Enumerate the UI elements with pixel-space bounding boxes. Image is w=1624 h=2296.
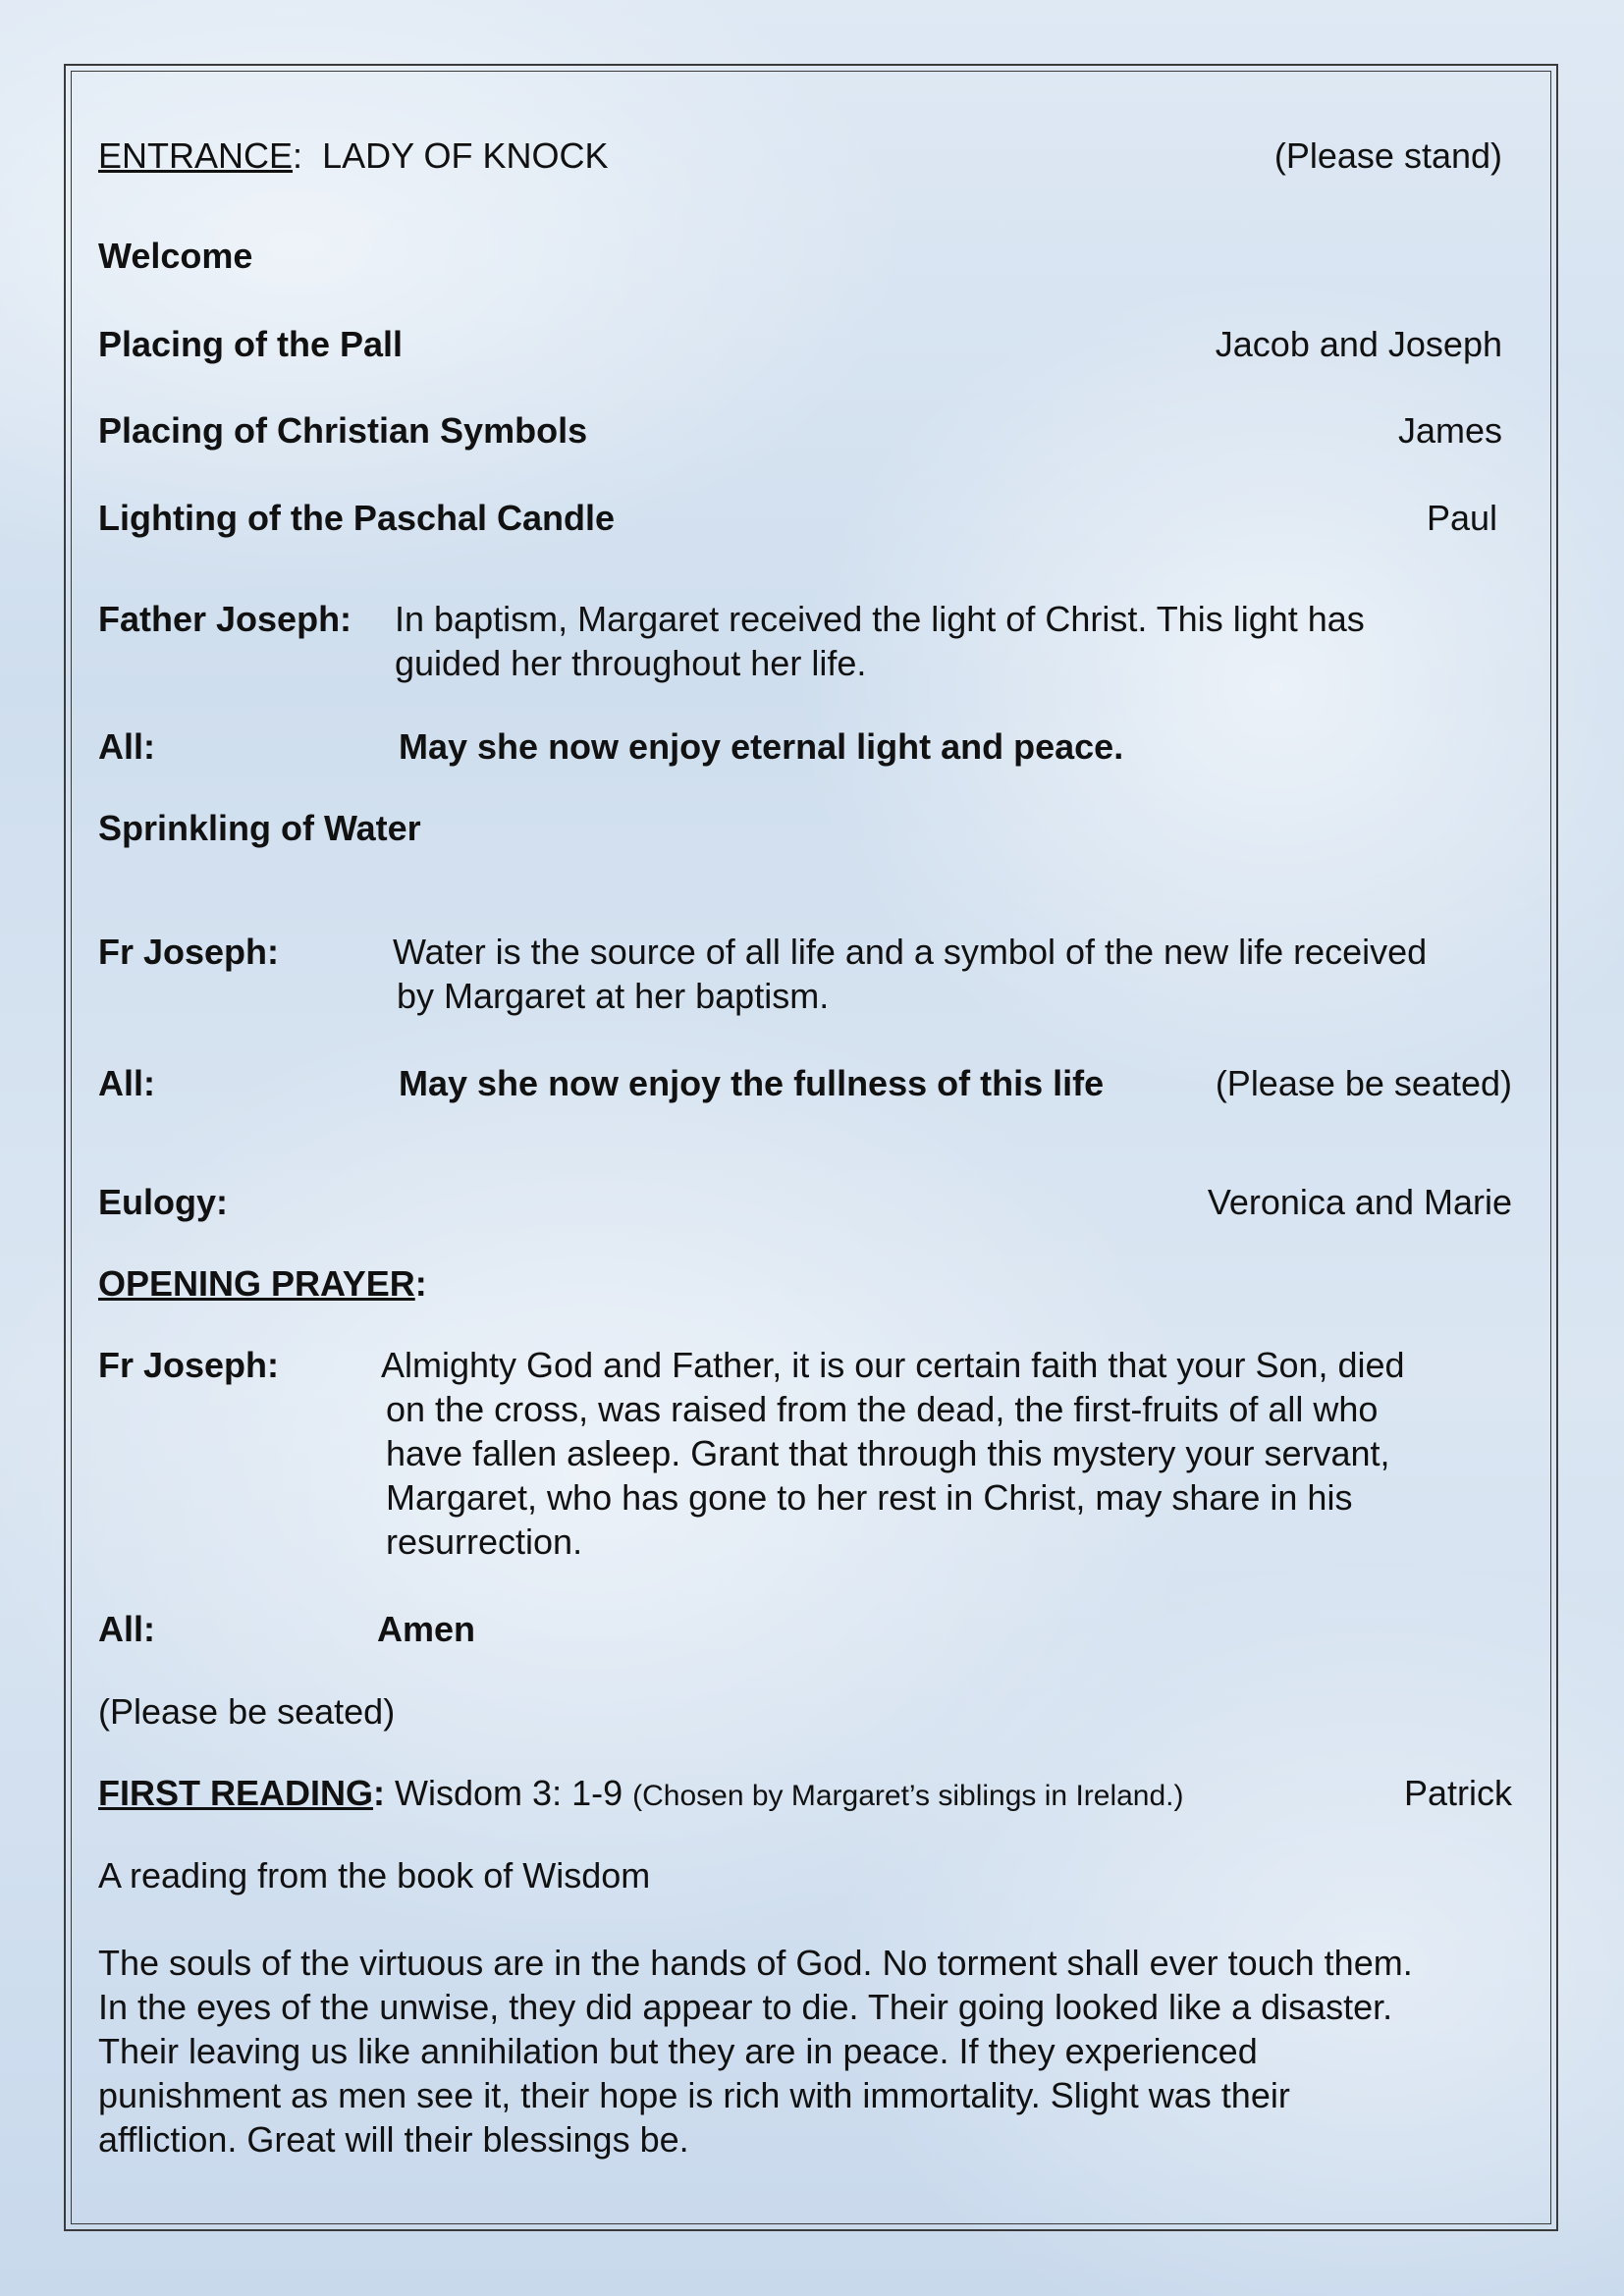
first-reading-heading: FIRST READING [98, 1773, 374, 1813]
reading-line: The souls of the virtuous are in the hands of God. No torment shall ever touch them. [98, 1943, 1413, 1983]
pall-line [98, 322, 1512, 366]
prayer-line: Margaret, who has gone to her rest in Christ, may share in his [386, 1477, 1353, 1518]
page-border [64, 64, 1558, 2231]
all-2 [98, 1061, 1512, 1105]
entrance-heading: ENTRANCE [98, 135, 294, 176]
opening-prayer-colon: : [414, 1263, 427, 1304]
symbols-line [98, 408, 1512, 453]
please-be-seated: (Please be seated) [98, 1691, 396, 1732]
reading-line: Their leaving us like annihilation but they are in peace. If they experienced [98, 2031, 1258, 2071]
prayer-line: Almighty God and Father, it is our certain faith that your Son, died [381, 1345, 1405, 1385]
symbols-by: James [1397, 410, 1502, 451]
all-2-note: (Please be seated) [1215, 1063, 1512, 1103]
candle-label: Lighting of the Paschal Candle [98, 498, 616, 538]
speaker-fr-joseph: Fr Joseph: [98, 1345, 280, 1385]
reading-line: affliction. Great will their blessings be. [98, 2119, 689, 2160]
fr-joseph-2-line2: by Margaret at her baptism. [397, 976, 830, 1016]
eulogy-by: Veronica and Marie [1207, 1182, 1512, 1222]
candle-by: Paul [1426, 498, 1497, 538]
candle-line [98, 496, 1512, 540]
prayer-line: on the cross, was raised from the dead, the first-fruits of all who [386, 1389, 1379, 1429]
first-reading-chosen: (Chosen by Margaret’s siblings in Ireland.) [632, 1780, 1184, 1812]
speaker-fr-joseph: Fr Joseph: [98, 932, 280, 972]
entrance-line [98, 133, 1512, 178]
father-joseph-1-line2: guided her throughout her life. [395, 643, 867, 683]
fr-joseph-2 [98, 930, 1512, 1016]
speaker-father-joseph: Father Joseph: [98, 599, 352, 639]
entrance-hymn: LADY OF KNOCK [322, 135, 609, 176]
father-joseph-1-line1: In baptism, Margaret received the light of Christ. This light has [395, 599, 1365, 639]
first-reading-citation: Wisdom 3: 1-9 [395, 1773, 623, 1813]
reading-line: punishment as men see it, their hope is rich with immortality. Slight was their [98, 2075, 1290, 2115]
first-reading-colon: : [373, 1773, 386, 1813]
all-1 [98, 724, 1512, 769]
fr-joseph-2-line1: Water is the source of all life and a symbol of the new life received [393, 932, 1428, 972]
speaker-all: All: [98, 726, 155, 767]
speaker-all: All: [98, 1609, 155, 1649]
page-border-inner [71, 71, 1551, 2224]
father-joseph-1 [98, 597, 1512, 683]
all-2-response: May she now enjoy the fullness of this life [399, 1063, 1105, 1103]
prayer-line: resurrection. [386, 1522, 583, 1562]
reading-line: In the eyes of the unwise, they did appear to die. Their going looked like a disaster. [98, 1987, 1393, 2027]
first-reading-reader: Patrick [1403, 1773, 1512, 1813]
symbols-label: Placing of Christian Symbols [98, 410, 588, 451]
fr-joseph-3 [98, 1343, 1512, 1562]
entrance-note: (Please stand) [1273, 135, 1502, 176]
reading-intro: A reading from the book of Wisdom [98, 1855, 651, 1896]
pall-label: Placing of the Pall [98, 324, 404, 364]
entrance-colon: : [293, 135, 303, 176]
opening-prayer-heading: OPENING PRAYER [98, 1263, 415, 1304]
first-reading-line [98, 1771, 1512, 1818]
all-1-response: May she now enjoy eternal light and peace. [399, 726, 1124, 767]
all-3-response: Amen [377, 1609, 476, 1649]
pall-by: Jacob and Joseph [1215, 324, 1502, 364]
speaker-all: All: [98, 1063, 155, 1103]
all-3 [98, 1607, 1512, 1651]
opening-prayer-line [98, 1261, 1512, 1306]
eulogy-line [98, 1180, 1512, 1224]
prayer-line: have fallen asleep. Grant that through this mystery your servant, [386, 1433, 1390, 1473]
welcome: Welcome [98, 236, 253, 276]
sprinkling-heading: Sprinkling of Water [98, 808, 421, 848]
eulogy-label: Eulogy: [98, 1182, 228, 1222]
